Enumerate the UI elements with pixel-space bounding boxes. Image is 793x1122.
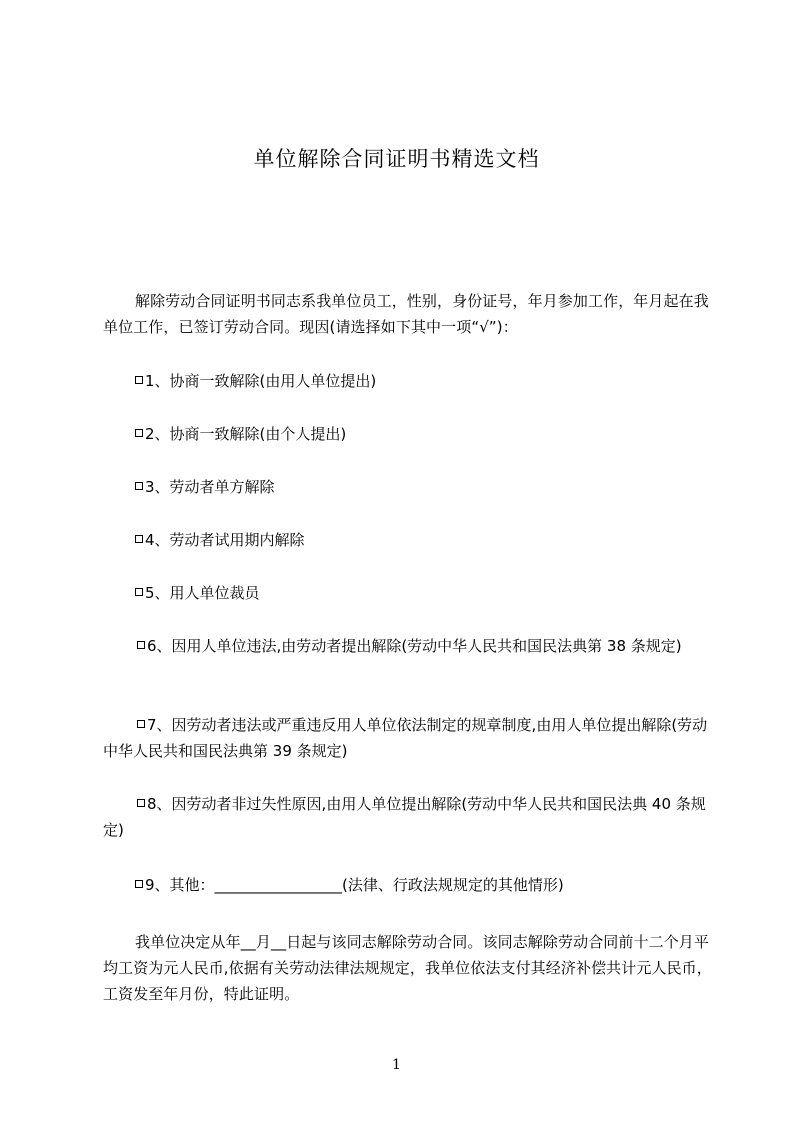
option-label: 9、其他：_________________(法律、行政法规规定的其他情形) — [145, 876, 564, 894]
option-label: 6、因用人单位违法,由劳动者提出解除(劳动中华人民共和国民法典第 38 条规定) — [147, 637, 682, 655]
option-label: 3、劳动者单方解除 — [145, 478, 275, 496]
option-item-8 — [103, 791, 713, 843]
intro-paragraph: 解除劳动合同证明书同志系我单位员工，性别，身份证号，年月参加工作，年月起在我单位工作，已签订劳动合同。现因(请选择如下其中一项“√”)： — [103, 292, 709, 336]
checkbox-icon — [135, 482, 143, 490]
option-label: 4、劳动者试用期内解除 — [145, 531, 305, 549]
checkbox-icon — [135, 588, 143, 596]
checkbox-icon — [135, 429, 143, 437]
option-label: 7、因劳动者违法或严重违反用人单位依法制定的规章制度,由用人单位提出解除(劳动中华人民共和国民法典第 39 条规定) — [103, 716, 708, 760]
closing-paragraph: 我单位决定从年__月__日起与该同志解除劳动合同。该同志解除劳动合同前十二个月平均工资为元人民币,依据有关劳动法律法规规定，我单位依法支付其经济补偿共计元人民币，工资发至年月份，特此证明。 — [103, 933, 712, 1003]
option-item-2 — [103, 421, 713, 447]
page-number: 1 — [392, 1057, 401, 1073]
checkbox-icon — [137, 720, 145, 728]
checkbox-icon — [135, 376, 143, 384]
option-item-5 — [103, 580, 713, 606]
document-title: 单位解除合同证明书精选文档 — [253, 147, 540, 171]
checkbox-icon — [137, 799, 145, 807]
checkbox-icon — [135, 535, 143, 543]
checkbox-icon — [137, 641, 145, 649]
option-label: 2、协商一致解除(由个人提出) — [145, 425, 347, 443]
option-item-6 — [103, 633, 713, 659]
option-label: 8、因劳动者非过失性原因,由用人单位提出解除(劳动中华人民共和国民法典 40 条规定) — [103, 795, 706, 839]
option-item-1 — [103, 368, 713, 394]
option-item-3 — [103, 474, 713, 500]
option-item-9 — [103, 872, 713, 898]
option-label: 1、协商一致解除(由用人单位提出) — [145, 372, 377, 390]
checkbox-icon — [135, 880, 143, 888]
option-item-7 — [103, 712, 713, 764]
option-item-4 — [103, 527, 713, 553]
option-label: 5、用人单位裁员 — [145, 584, 260, 602]
